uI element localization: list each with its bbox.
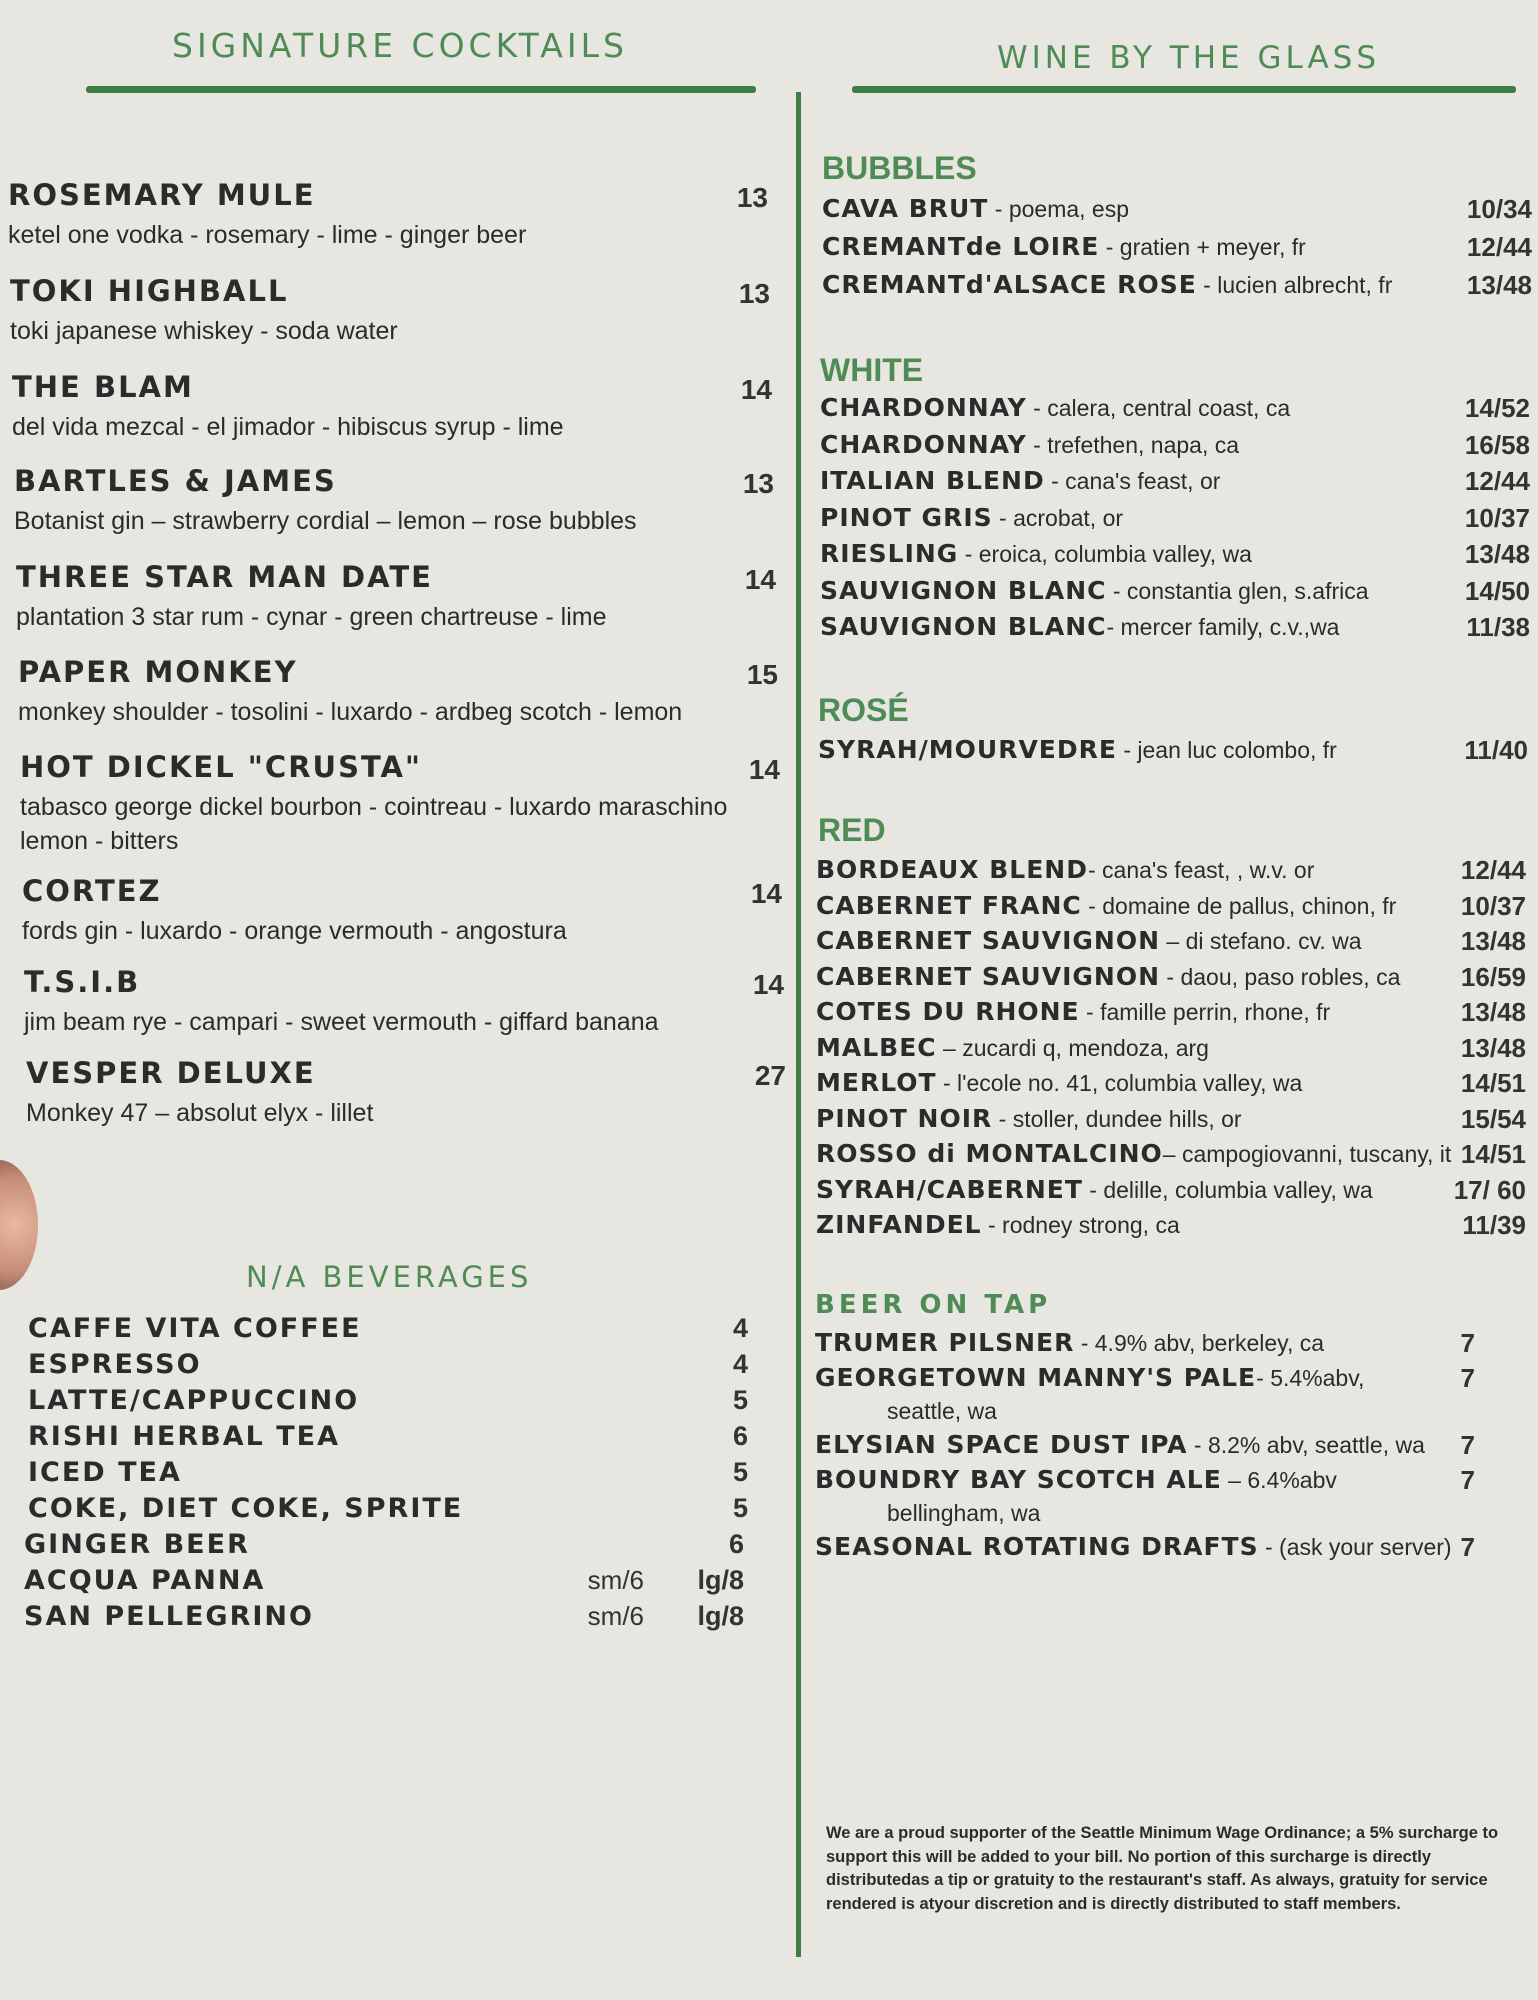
cocktail-price: 13 [738, 278, 770, 309]
wine-item [820, 393, 1530, 430]
white-heading: WHITE [820, 352, 924, 388]
cocktail-name: VESPER DELUXE [26, 1056, 316, 1090]
cocktail-item [16, 560, 776, 634]
wine-item [816, 891, 1526, 927]
wine-name: TRUMER PILSNER [815, 1328, 1075, 1357]
wine-price: 11/39 [1462, 1210, 1526, 1240]
surcharge-footnote: We are a proud supporter of the Seattle Minimum Wage Ordinance; a 5% surcharge to support this will be added to your bill. No portion of this surcharge is directly distributedas a tip or gratuity to the restaurant's staff. As always, gratuity for service rendered is atyour discretion and is directly distributed to staff members. [826, 1824, 1499, 1913]
wine-price: 7 [1460, 1328, 1475, 1358]
wine-item [816, 1210, 1526, 1246]
na-beverage-item [28, 1313, 748, 1349]
na-beverage-price: lg/8 [697, 1601, 744, 1631]
rose-list [818, 735, 1528, 771]
wine-item-continued [815, 1500, 1475, 1532]
cocktail-description: jim beam rye - campari - sweet vermouth - giffard banana [24, 1008, 659, 1036]
na-beverage-name: ICED TEA [28, 1457, 182, 1488]
wine-detail-continued: bellingham, wa [887, 1500, 1041, 1526]
wine-detail: – 6.4%abv [1221, 1467, 1337, 1493]
cocktail-price: 15 [746, 659, 778, 690]
wine-price: 10/37 [1464, 502, 1530, 533]
na-beverage-item [28, 1421, 748, 1457]
wine-item [815, 1328, 1475, 1363]
wine-detail: - cana's feast, , w.v. or [1087, 857, 1315, 883]
wine-name: CHARDONNAY [820, 429, 1027, 459]
wine-name: SEASONAL ROTATING DRAFTS [815, 1532, 1259, 1561]
cocktail-name: CORTEZ [22, 874, 162, 908]
wine-detail-continued: seattle, wa [887, 1398, 997, 1424]
na-beverage-price: 5 [732, 1385, 748, 1415]
wine-item [820, 430, 1530, 467]
wine-detail: – campogiovanni, tuscany, it [1162, 1141, 1452, 1167]
wine-name: MALBEC [816, 1032, 937, 1062]
cocktail-name: BARTLES & JAMES [14, 464, 337, 498]
cocktail-item [18, 655, 778, 729]
wine-detail: - acrobat, or [992, 504, 1124, 531]
na-beverage-price: 5 [732, 1493, 748, 1523]
wine-price: 14/52 [1464, 393, 1530, 423]
wine-name: SAUVIGNON BLANC [820, 612, 1107, 641]
wine-price: 7 [1460, 1363, 1475, 1393]
na-beverage-name: CAFFE VITA COFFEE [28, 1313, 362, 1344]
wine-item [820, 503, 1530, 540]
cocktail-item [10, 274, 770, 348]
wine-name: RIESLING [820, 539, 959, 568]
wine-price: 13/48 [1460, 1032, 1526, 1063]
wine-name: CABERNET SAUVIGNON [816, 961, 1160, 991]
wine-name: BORDEAUX BLEND [816, 855, 1088, 884]
wine-price: 12/44 [1466, 232, 1532, 262]
cocktail-name: HOT DICKEL "CRUSTA" [20, 750, 423, 784]
wine-price: 10/34 [1466, 194, 1532, 224]
na-beverage-item [28, 1493, 748, 1529]
na-beverage-item [24, 1601, 744, 1637]
wine-detail: - l'ecole no. 41, columbia valley, wa [936, 1070, 1303, 1096]
wine-price: 14/51 [1460, 1068, 1526, 1098]
na-beverage-item [28, 1385, 748, 1421]
wine-detail: - famille perrin, rhone, fr [1079, 999, 1331, 1025]
na-beverage-name: ESPRESSO [28, 1349, 202, 1380]
cocktail-description: lemon - bitters [20, 827, 179, 855]
wine-detail: - rodney strong, ca [981, 1212, 1180, 1238]
wine-name: MERLOT [816, 1068, 937, 1097]
wine-detail: - daou, paso robles, ca [1160, 963, 1401, 990]
wine-detail: - domaine de pallus, chinon, fr [1081, 892, 1397, 919]
na-beverage-list [24, 1313, 748, 1637]
thumb [0, 1160, 38, 1290]
wine-price: 13/48 [1460, 997, 1526, 1027]
wine-item [816, 1139, 1526, 1175]
cocktail-description: Monkey 47 – absolut elyx - lillet [26, 1099, 374, 1127]
cocktail-name: THE BLAM [12, 370, 194, 404]
na-beverage-price: 6 [728, 1529, 744, 1559]
wine-name: CREMANTd'ALSACE ROSE [822, 270, 1197, 299]
na-beverage-price: 6 [732, 1421, 748, 1451]
na-beverages-title: N/A BEVERAGES [246, 1260, 533, 1294]
wine-item [815, 1363, 1475, 1398]
na-beverage-item [28, 1457, 748, 1493]
wine-name: CHARDONNAY [820, 393, 1027, 422]
wine-item [822, 270, 1532, 308]
wine-item [818, 735, 1528, 771]
wine-detail: – di stefano. cv. wa [1160, 928, 1362, 954]
wine-item [816, 855, 1526, 891]
na-beverage-name: LATTE/CAPPUCCINO [28, 1385, 360, 1416]
na-beverage-price: 4 [732, 1349, 748, 1379]
cocktail-item [24, 965, 784, 1039]
cocktail-price: 14 [740, 374, 772, 405]
na-beverage-price: 5 [732, 1457, 748, 1487]
beer-list [815, 1328, 1475, 1567]
wine-price: 16/59 [1460, 961, 1526, 992]
cocktail-name: THREE STAR MAN DATE [16, 560, 433, 594]
wine-name: PINOT NOIR [816, 1103, 993, 1133]
na-beverage-small-price: sm/6 [587, 1601, 644, 1631]
wine-rule [852, 86, 1516, 93]
wine-detail: - 8.2% abv, seattle, wa [1187, 1432, 1425, 1458]
wine-price: 15/54 [1460, 1103, 1526, 1134]
wine-price: 17/ 60 [1453, 1174, 1526, 1205]
wine-price: 7 [1460, 1532, 1475, 1562]
cocktail-price: 13 [742, 468, 774, 499]
wine-name: SAUVIGNON BLANC [820, 575, 1107, 605]
wine-price: 14/50 [1464, 575, 1530, 606]
cocktail-description: Botanist gin – strawberry cordial – lemon – rose bubbles [14, 507, 637, 535]
wine-name: BOUNDRY BAY SCOTCH ALE [815, 1465, 1222, 1494]
wine-detail: - gratien + meyer, fr [1099, 234, 1306, 260]
wine-price: 10/37 [1460, 890, 1526, 921]
cocktail-price: 14 [748, 754, 780, 785]
cocktail-name: PAPER MONKEY [18, 655, 298, 689]
wine-item [822, 194, 1532, 232]
na-beverage-name: GINGER BEER [24, 1529, 250, 1560]
wine-item [816, 997, 1526, 1033]
wine-price: 7 [1460, 1430, 1475, 1460]
wine-name: ELYSIAN SPACE DUST IPA [815, 1430, 1188, 1459]
wine-detail: - cana's feast, or [1044, 468, 1221, 494]
wine-detail: - stoller, dundee hills, or [992, 1105, 1242, 1132]
wine-name: ZINFANDEL [816, 1210, 982, 1239]
wine-detail: - poema, esp [988, 196, 1130, 222]
wine-price: 11/38 [1466, 612, 1530, 642]
na-beverage-price: 4 [732, 1313, 748, 1343]
wine-name: COTES DU RHONE [816, 997, 1080, 1026]
wine-item [816, 1068, 1526, 1104]
column-divider [796, 92, 801, 1957]
wine-price: 12/44 [1464, 466, 1530, 496]
cocktail-item [12, 370, 772, 444]
wine-name: CABERNET SAUVIGNON [816, 926, 1160, 955]
cocktail-price: 14 [750, 878, 782, 909]
beer-on-tap-heading: BEER ON TAP [815, 1290, 1052, 1320]
bubbles-heading: BUBBLES [822, 150, 977, 186]
wine-item [822, 232, 1532, 270]
wine-detail: - constantia glen, s.africa [1106, 577, 1369, 604]
wine-name: ITALIAN BLEND [820, 466, 1045, 495]
cocktail-item [22, 874, 782, 948]
wine-detail: - 4.9% abv, berkeley, ca [1074, 1330, 1325, 1356]
wine-item [820, 576, 1530, 613]
na-beverage-name: COKE, DIET COKE, SPRITE [28, 1493, 464, 1524]
cocktail-description: monkey shoulder - tosolini - luxardo - ardbeg scotch - lemon [18, 698, 683, 726]
wine-price: 13/48 [1460, 926, 1526, 956]
cocktail-description: fords gin - luxardo - orange vermouth - angostura [22, 917, 567, 945]
wine-detail: – zucardi q, mendoza, arg [936, 1034, 1209, 1061]
cocktail-description: toki japanese whiskey - soda water [10, 317, 398, 345]
wine-detail: - eroica, columbia valley, wa [958, 541, 1252, 567]
wine-price: 13/48 [1464, 539, 1530, 569]
wine-price: 14/51 [1460, 1139, 1526, 1169]
signature-cocktails-title: SIGNATURE COCKTAILS [172, 26, 628, 65]
cocktail-price: 14 [752, 969, 784, 1000]
wine-name: PINOT GRIS [820, 502, 993, 532]
red-heading: RED [818, 812, 886, 848]
cocktail-description: tabasco george dickel bourbon - cointreau - luxardo maraschino [20, 793, 728, 821]
wine-detail: - trefethen, napa, ca [1026, 431, 1240, 458]
wine-name: CABERNET FRANC [816, 890, 1082, 920]
wine-item [820, 612, 1530, 649]
rose-heading: ROSÉ [818, 692, 909, 728]
cocktail-description: plantation 3 star rum - cynar - green chartreuse - lime [16, 603, 607, 631]
signature-cocktails-rule [86, 86, 756, 93]
wine-detail: - lucien albrecht, fr [1196, 272, 1393, 298]
cocktail-price: 27 [754, 1060, 786, 1091]
wine-item [816, 1033, 1526, 1069]
na-beverage-item [24, 1565, 744, 1601]
cocktail-price: 14 [744, 564, 776, 595]
cocktail-description: ketel one vodka - rosemary - lime - ginger beer [8, 221, 527, 249]
wine-name: ROSSO di MONTALCINO [816, 1139, 1163, 1168]
cocktail-name: T.S.I.B [24, 965, 141, 999]
cocktail-name: TOKI HIGHBALL [10, 274, 289, 308]
na-beverage-price: lg/8 [697, 1565, 744, 1595]
wine-item [820, 539, 1530, 576]
cocktail-price: 13 [736, 182, 768, 213]
wine-item [815, 1532, 1475, 1567]
wine-detail: - 5.4%abv, [1256, 1365, 1365, 1391]
wine-name: GEORGETOWN MANNY'S PALE [815, 1363, 1257, 1392]
wine-item [820, 466, 1530, 503]
cocktail-name: ROSEMARY MULE [8, 178, 316, 212]
wine-name: SYRAH/CABERNET [816, 1174, 1083, 1204]
wine-item [816, 1175, 1526, 1211]
wine-detail: - (ask your server) [1258, 1534, 1452, 1560]
cocktail-item [20, 750, 780, 858]
wine-by-the-glass-title: WINE BY THE GLASS [997, 40, 1381, 76]
wine-price: 13/48 [1466, 270, 1532, 300]
wine-item-continued [815, 1398, 1475, 1430]
cocktail-item [26, 1056, 786, 1130]
wine-item [815, 1430, 1475, 1465]
wine-price: 11/40 [1464, 735, 1528, 765]
wine-item [816, 962, 1526, 998]
wine-name: CREMANTde LOIRE [822, 232, 1100, 261]
na-beverage-small-price: sm/6 [587, 1565, 644, 1595]
wine-price: 7 [1460, 1465, 1475, 1495]
wine-detail: - calera, central coast, ca [1026, 395, 1291, 421]
cocktail-item [8, 178, 768, 252]
wine-price: 16/58 [1464, 429, 1530, 460]
wine-item [815, 1465, 1475, 1500]
wine-detail: - mercer family, c.v.,wa [1106, 614, 1340, 640]
cocktail-item [14, 464, 774, 538]
na-beverage-name: SAN PELLEGRINO [24, 1601, 314, 1632]
wine-item [816, 926, 1526, 962]
wine-item [816, 1104, 1526, 1140]
wine-name: SYRAH/MOURVEDRE [818, 735, 1117, 764]
wine-name: CAVA BRUT [822, 194, 989, 223]
wine-detail: - jean luc colombo, fr [1116, 737, 1337, 763]
wine-price: 12/44 [1460, 855, 1526, 885]
na-beverage-item [28, 1349, 748, 1385]
red-list [816, 855, 1526, 1246]
na-beverage-name: RISHI HERBAL TEA [28, 1421, 340, 1452]
cocktail-description: del vida mezcal - el jimador - hibiscus syrup - lime [12, 413, 564, 441]
na-beverage-name: ACQUA PANNA [24, 1565, 266, 1596]
bubbles-list [822, 194, 1532, 308]
wine-detail: - delille, columbia valley, wa [1082, 1176, 1373, 1203]
white-list [820, 393, 1530, 649]
na-beverage-item [24, 1529, 744, 1565]
